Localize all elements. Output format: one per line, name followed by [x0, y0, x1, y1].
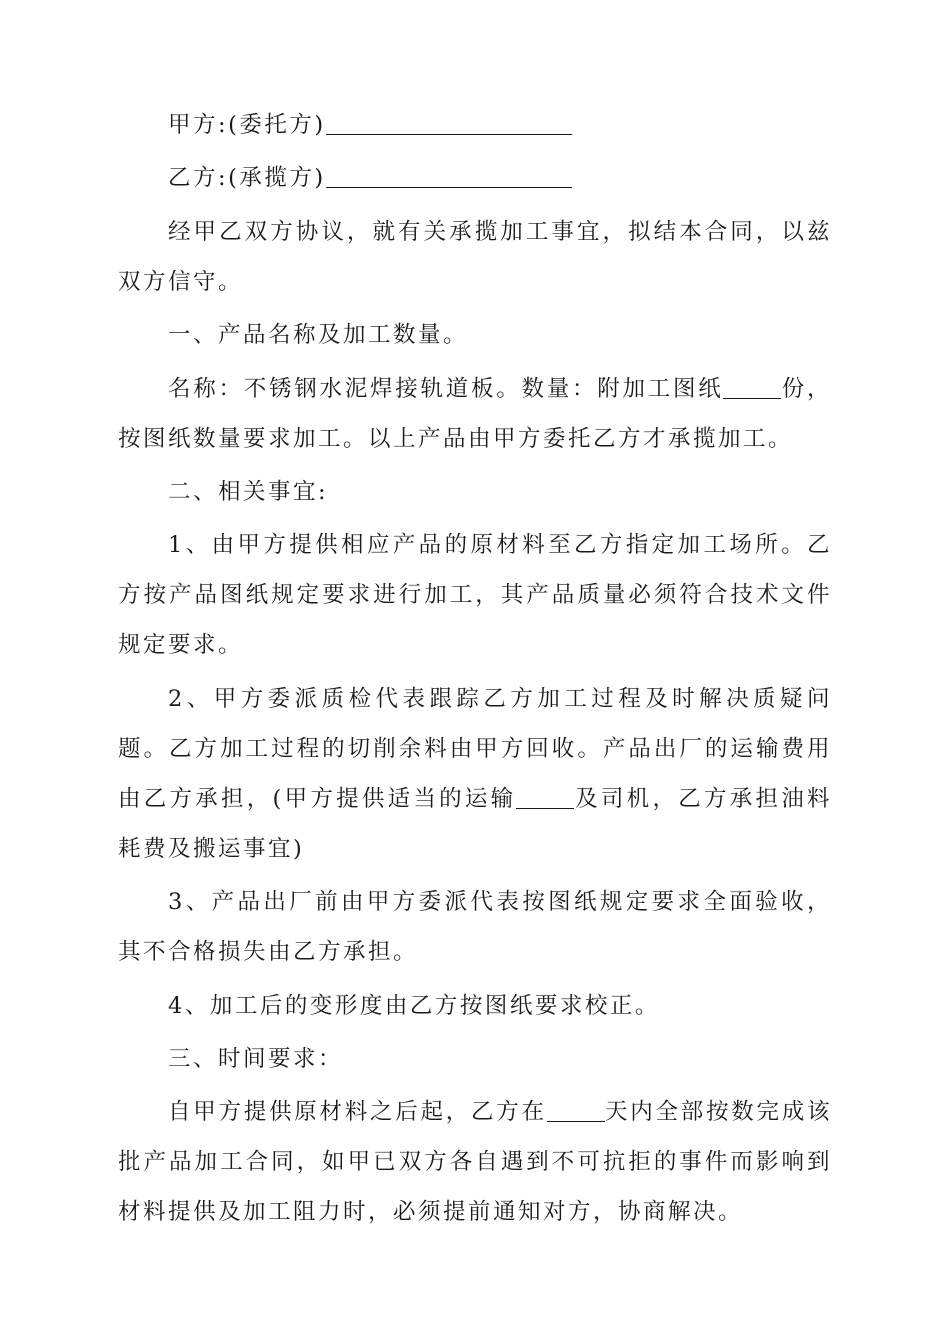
party-a-label: 甲方:(委托方) — [168, 112, 326, 138]
section1-title: 一、产品名称及加工数量。 — [168, 322, 469, 349]
item-4-paragraph: 4、加工后的变形度由乙方按图纸要求校正。 — [168, 992, 660, 1019]
party-b-label: 乙方:(承揽方) — [168, 165, 326, 192]
section3-title: 三、时间要求： — [168, 1045, 344, 1072]
contract-body — [118, 100, 832, 1241]
party-b-blank — [326, 164, 572, 189]
section3-text-a: 自甲方提供原材料之后起，乙方在 — [168, 1099, 547, 1126]
section1-text-b: 份，按图纸数量要求加工。以上产品由甲方委托乙方才承揽加工。 — [118, 375, 832, 452]
transport-blank — [516, 784, 574, 809]
item-2-text-b: 及司机，乙方承担油料耗费及搬运事宜) — [118, 785, 832, 862]
section1-text-a: 名称：不锈钢水泥焊接轨道板。数量：附加工图纸 — [168, 375, 724, 402]
section1-paragraph — [118, 364, 832, 464]
party-a-blank — [326, 110, 572, 135]
section2-title: 二、相关事宜: — [168, 478, 329, 505]
intro-paragraph: 经甲乙双方协议，就有关承揽加工事宜，拟结本合同，以兹双方信守。 — [118, 218, 832, 295]
item-3-paragraph: 3、产品出厂前由甲方委派代表按图纸规定要求全面验收，其不合格损失由乙方承担。 — [118, 889, 832, 966]
section3-paragraph — [118, 1087, 832, 1237]
item-2-text-a: 2、甲方委派质检代表跟踪乙方加工过程及时解决质疑问题。乙方加工过程的切削余料由甲方回收。产品出厂的运输费用由乙方承担，(甲方提供适当的运输 — [118, 685, 832, 812]
item-2-paragraph — [118, 674, 832, 874]
drawing-copies-blank — [723, 374, 781, 399]
party-a-line — [118, 100, 832, 150]
section3-text-b: 天内全部按数完成该批产品加工合同，如甲已双方各自遇到不可抗拒的事件而影响到材料提供及加工阻力时，必须提前通知对方，协商解决。 — [118, 1099, 832, 1226]
party-b-line — [118, 153, 832, 203]
item-1-paragraph: 1、由甲方提供相应产品的原材料至乙方指定加工场所。乙方按产品图纸规定要求进行加工，其产品质量必须符合技术文件规定要求。 — [118, 532, 832, 659]
days-blank — [547, 1098, 605, 1123]
